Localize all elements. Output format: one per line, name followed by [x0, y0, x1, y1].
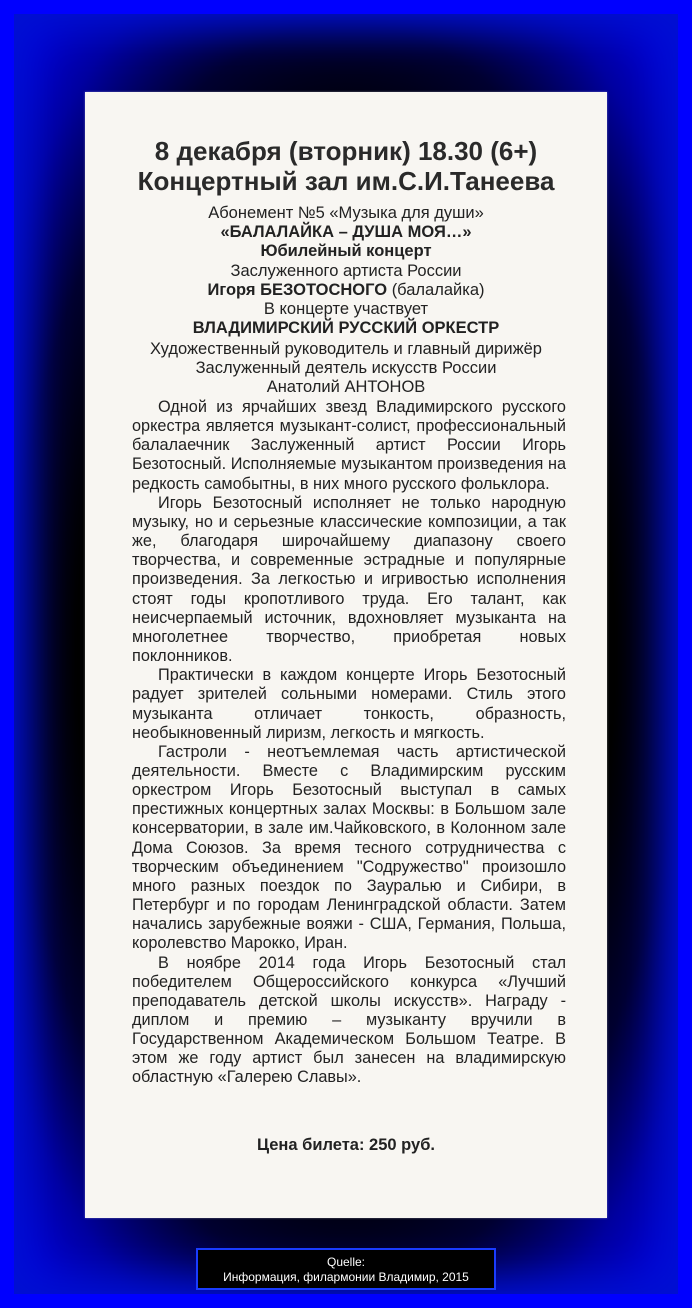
participates-line: В концерте участвует — [263, 300, 429, 318]
date-heading: 8 декабря (вторник) 18.30 (6+) — [154, 136, 538, 166]
director-honor: Заслуженный деятель искусств России — [195, 359, 497, 377]
subscription-line: Абонемент №5 «Музыка для души» — [208, 204, 484, 222]
director-name: Анатолий АНТОНОВ — [266, 378, 426, 396]
soloist-instrument: (балалайка) — [391, 281, 485, 299]
soloist-honor: Заслуженного артиста России — [230, 262, 462, 280]
paragraph: Одной из ярчайших звезд Владимирского русского оркестра является музыкант-солист, профессиональный балалаечник Заслуженный артист России Игорь Безотосный. Исполняемые музыкантом произведения на редкость самобытны, в них много русского фольклора. — [132, 398, 566, 493]
source-label: Quelle: — [326, 1255, 366, 1269]
paragraph: Практически в каждом концерте Игорь Безотосный радует зрителей сольными номерами. Стиль этого музыканта отличает тонкость, образность, необыкновенный лиризм, легкость и мягкость. — [132, 666, 566, 742]
program-title: «БАЛАЛАЙКА – ДУША МОЯ…» — [220, 223, 472, 241]
ticket-price: Цена билета: 250 руб. — [257, 1136, 435, 1154]
paragraph: Игорь Безотосный исполняет не только народную музыку, но и серьезные классические композиции, а так же, благодаря широчайшему диапазону своего творчества, и современные эстрадные и популярные произведения. За легкостью и игривостью исполнения стоят годы кропотливого труда. Его талант, как неисчерпаемый источник, вдохновляет музыканта на многолетнее творчество, приобретая новых поклонников. — [132, 493, 566, 666]
soloist-line — [85, 281, 607, 300]
soloist-name: Игоря БЕЗОТОСНОГО — [207, 281, 388, 299]
concert-leaflet — [85, 92, 607, 1218]
article-body — [132, 398, 566, 1088]
paragraph: В ноябре 2014 года Игорь Безотосный стал победителем Общероссийского конкурса «Лучший преподаватель детской школы искусств». Награду - диплом и премию – музыканту вручили в Государственном Академическом Большом Театре. В этом же году артист был занесен на владимирскую областную «Галерею Славы». — [132, 953, 566, 1087]
source-text: Информация, филармонии Владимир, 2015 — [223, 1270, 469, 1284]
director-role: Художественный руководитель и главный дирижёр — [150, 340, 542, 358]
concert-type: Юбилейный концерт — [260, 242, 432, 260]
paragraph: Гастроли - неотъемлемая часть артистической деятельности. Вместе с Владимирским русским оркестром Игорь Безотосный выступал в самых престижных концертных залах Москвы: в Большом зале консерватории, в зале им.Чайковского, в Колонном зале Дома Союзов. За время тесного сотрудничества с творческим объединением "Содружество" произошло много разных поездок по Зауралью и Сибири, в Петербург и по городам Ленинградской области. Затем начались зарубежные вояжи - США, Германия, Польша, королевство Марокко, Иран. — [132, 742, 566, 953]
source-caption — [196, 1248, 496, 1290]
orchestra-name: ВЛАДИМИРСКИЙ РУССКИЙ ОРКЕСТР — [192, 319, 500, 337]
venue-heading: Концертный зал им.С.И.Танеева — [137, 166, 555, 196]
